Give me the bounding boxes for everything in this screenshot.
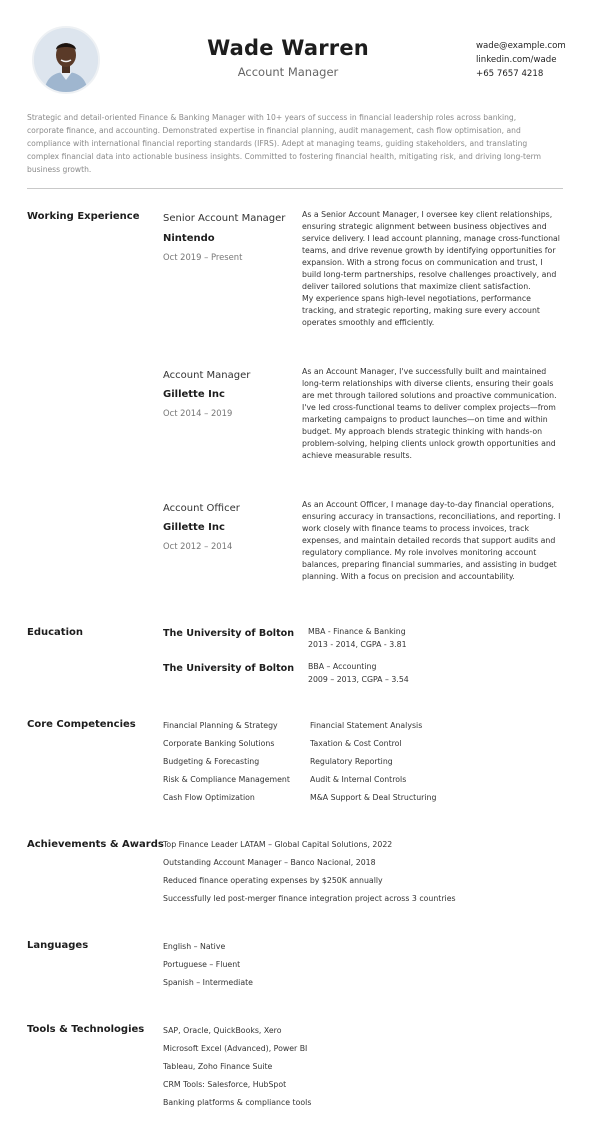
achievement-item: Reduced finance operating expenses by $250K annually [163, 876, 383, 885]
job-dates: Oct 2014 – 2019 [163, 408, 233, 418]
language-item: Portuguese – Fluent [163, 960, 241, 969]
education-details: 2013 - 2014, CGPA - 3.81 [308, 640, 407, 649]
job-description [302, 209, 564, 329]
competency-item: Audit & Internal Controls [310, 775, 407, 784]
divider [27, 188, 563, 189]
competency-item: Corporate Banking Solutions [163, 739, 275, 748]
profile-photo [34, 28, 98, 92]
job-description-paragraph: As a Senior Account Manager, I oversee key client relationships, ensuring strategic alignment between business objectives and service delivery. I lead account planning, manage cross-functional teams, and drive revenue growth by identifying opportunities for expansion. With a strong focus on communication and trust, I build long-term partnerships, resolve challenges proactively, and deliver tailored solutions that maximize client satisfaction. [302, 210, 560, 291]
email-link[interactable]: wade@example.com [476, 41, 566, 51]
tool-item: Banking platforms & compliance tools [163, 1098, 312, 1107]
achievement-item: Top Finance Leader LATAM – Global Capital Solutions, 2022 [163, 840, 393, 849]
candidate-role: Account Manager [237, 65, 339, 79]
contact-block [476, 39, 566, 81]
competency-item: Regulatory Reporting [310, 757, 393, 766]
tool-item: CRM Tools: Salesforce, HubSpot [163, 1080, 287, 1089]
education-details: 2009 – 2013, CGPA – 3.54 [308, 675, 409, 684]
education-school: The University of Bolton [163, 628, 295, 639]
education-degree: MBA - Finance & Banking [308, 627, 406, 636]
section-title-languages: Languages [27, 940, 89, 951]
competency-item: Risk & Compliance Management [163, 775, 290, 784]
competency-item: Financial Statement Analysis [310, 721, 423, 730]
competency-item: M&A Support & Deal Structuring [310, 793, 437, 802]
avatar [32, 26, 100, 94]
section-title-tools: Tools & Technologies [27, 1024, 145, 1035]
achievement-item: Outstanding Account Manager – Banco Nacional, 2018 [163, 858, 376, 867]
competency-item: Budgeting & Forecasting [163, 757, 260, 766]
job-description: As an Account Officer, I manage day-to-day financial operations, ensuring accuracy in transactions, reconciliations, and reporting. I work closely with finance teams to process invoices, track expenses, and maintain detailed records that support audits and regulatory compliance. My role involves monitoring account balances, preparing financial summaries, and assisting in budget planning. With a focus on precision and accountability. [302, 500, 561, 581]
tool-item: Microsoft Excel (Advanced), Power BI [163, 1044, 308, 1053]
education-degree: BBA – Accounting [308, 662, 377, 671]
competency-item: Financial Planning & Strategy [163, 721, 278, 730]
education-school: The University of Bolton [163, 663, 295, 674]
tool-item: SAP, Oracle, QuickBooks, Xero [163, 1026, 282, 1035]
job-description: As an Account Manager, I've successfully built and maintained long-term relationships with diverse clients, ensuring their goals are met through tailored solutions and proactive communication. I've led cross-functional teams to deliver complex projects—from marketing campaigns to product launches—on time and within budget. My approach blends strategic thinking with hands-on problem-solving, helping clients unlock growth opportunities and achieve measurable results. [302, 367, 557, 460]
competency-item: Taxation & Cost Control [310, 739, 402, 748]
competency-item: Cash Flow Optimization [163, 793, 255, 802]
job-description-paragraph: My experience spans high-level negotiations, performance tracking, and strategic reporting, making sure every account operates smoothly and efficiently. [302, 294, 540, 327]
achievement-item: Successfully led post-merger finance integration project across 3 countries [163, 894, 456, 903]
job-title: Senior Account Manager [163, 213, 286, 224]
candidate-name: Wade Warren [207, 36, 369, 60]
language-item: English – Native [163, 942, 226, 951]
language-item: Spanish – Intermediate [163, 978, 253, 987]
section-title-competencies: Core Competencies [27, 719, 136, 730]
linkedin-link[interactable]: linkedin.com/wade [476, 55, 557, 65]
section-title-achievements: Achievements & Awards [27, 839, 164, 850]
phone-number: +65 7657 4218 [476, 69, 544, 79]
job-title: Account Manager [163, 370, 251, 381]
job-dates: Oct 2019 – Present [163, 252, 243, 262]
job-company: Gillette Inc [163, 389, 225, 400]
job-company: Nintendo [163, 233, 215, 244]
job-company: Gillette Inc [163, 522, 225, 533]
section-title-experience: Working Experience [27, 211, 140, 222]
job-title: Account Officer [163, 503, 240, 514]
section-title-education: Education [27, 627, 83, 638]
job-dates: Oct 2012 – 2014 [163, 541, 233, 551]
tool-item: Tableau, Zoho Finance Suite [163, 1062, 273, 1071]
profile-summary: Strategic and detail-oriented Finance & Banking Manager with 10+ years of success in financial leadership roles across banking, corporate finance, and accounting. Demonstrated expertise in financial planning, audit management, cash flow optimisation, and compliance with international financial reporting standards (IFRS). Adept at managing teams, guiding stakeholders, and translating complex financial data into actionable business insights. Committed to fostering financial health, mitigating risk, and driving long-term business growth. [27, 113, 542, 174]
